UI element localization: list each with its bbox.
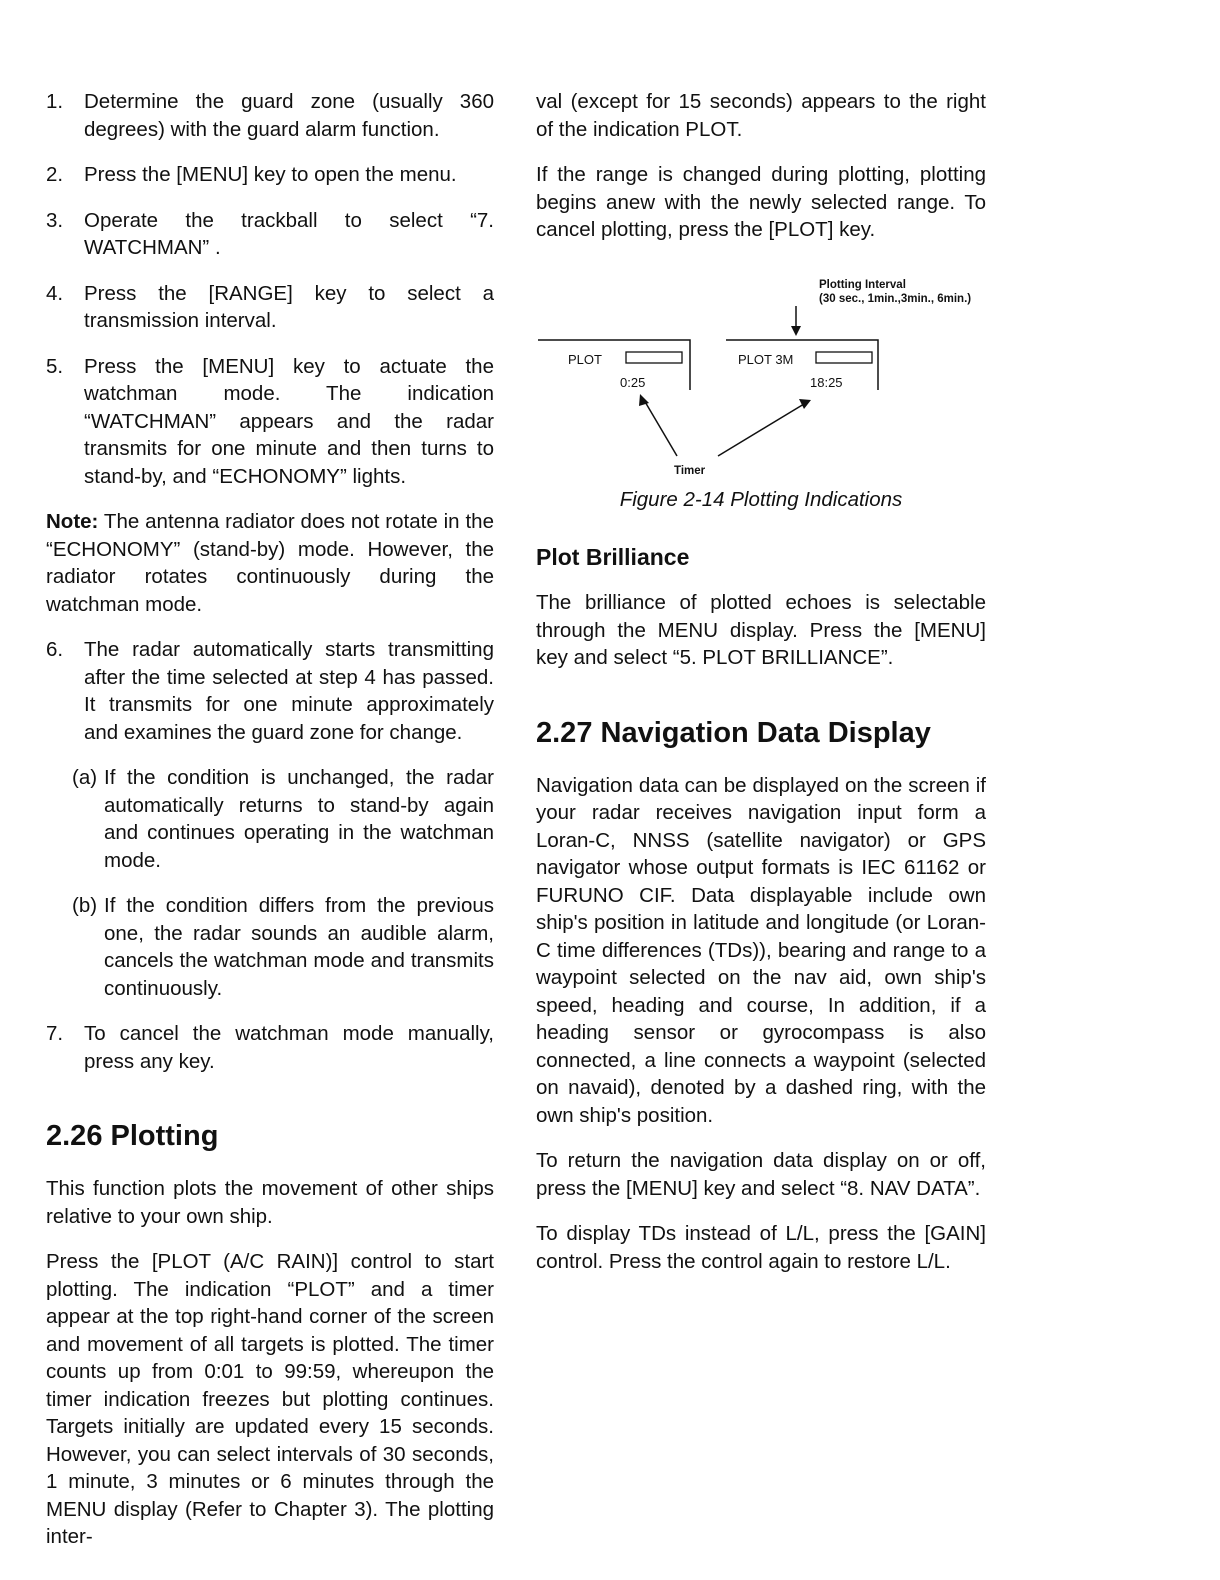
right-plot-box [816, 352, 872, 363]
note-paragraph [46, 508, 494, 618]
right-column [536, 88, 986, 1293]
step-number: 1. [46, 90, 64, 113]
substep-b [72, 892, 494, 1002]
step-number: 6. [46, 638, 64, 661]
substep-number: (b) [72, 894, 98, 917]
navigation-paragraph-3: To display TDs instead of L/L, press the [GAIN] control. Press the control again to restore L/L. [536, 1222, 986, 1273]
navigation-paragraph-1: Navigation data can be displayed on the screen if your radar receives navigation input form a Loran-C, NNSS (satellite navigator) or GPS navigator whose output formats is IEC 61162 or FURUNO CIF. Data displayable include own ship's position in latitude and longitude (or Loran-C time differences (TDs)), bearing and range to a waypoint selected on the nav aid, own ship's speed, heading and course, In addition, if a heading sensor or gyrocompass is also connected, a line connects a waypoint (selected on navaid), denoted by a dashed ring, with the own ship's position. [536, 773, 986, 1127]
subheading-plot-brilliance: Plot Brilliance [536, 544, 690, 570]
step-number: 5. [46, 354, 64, 378]
left-plot-box [626, 352, 682, 363]
left-display-frame [538, 340, 690, 390]
step-1 [46, 88, 494, 143]
step-number: 2. [46, 163, 64, 186]
step-text: Press the [MENU] key to actuate the watchman mode. The indication “WATCHMAN” appears and the radar transmits for one minute and then turns to stand-by, and “ECHONOMY” lights. [84, 354, 494, 488]
section-heading-navigation: 2.27 Navigation Data Display [536, 716, 931, 749]
step-text: Operate the trackball to select “7. WATCHMAN” . [84, 208, 494, 259]
step-text: Press the [RANGE] key to select a transmission interval. [84, 281, 494, 332]
timer-pointer-left [644, 400, 677, 456]
step-7 [46, 1020, 494, 1075]
left-column [46, 88, 494, 1569]
step-text: To cancel the watchman mode manually, press any key. [84, 1022, 494, 1073]
figure-caption: Figure 2-14 Plotting Indications [619, 487, 903, 511]
plotting-continued-paragraph: val (except for 15 seconds) appears to the right of the indication PLOT. [536, 90, 986, 141]
step-6 [46, 636, 494, 746]
timer-pointer-right-head [799, 399, 811, 409]
plotting-interval-label: Plotting Interval [819, 278, 906, 291]
step-5 [46, 353, 494, 491]
timer-pointer-right [718, 404, 804, 456]
right-plot-indication: PLOT 3M [738, 351, 794, 367]
plotting-instructions-paragraph: Press the [PLOT (A/C RAIN)] control to start plotting. The indication “PLOT” and a timer appear at the top right-hand corner of the screen and movement of all targets is plotted. The timer counts up from 0:01 to 99:59, whereupon the timer indication freezes but plotting continues. Targets initially are updated every 15 seconds. However, you can select intervals of 30 seconds, 1 minute, 3 minutes or 6 minutes through the MENU display (Refer to Chapter 3). The plotting inter- [46, 1250, 494, 1548]
substep-text: If the condition differs from the previous one, the radar sounds an audible alarm, cancels the watchman mode and transmits continuously. [104, 894, 494, 1000]
step-text: Determine the guard zone (usually 360 degrees) with the guard alarm function. [84, 90, 494, 141]
step-3 [46, 207, 494, 262]
plotting-intro-paragraph: This function plots the movement of other ships relative to your own ship. [46, 1177, 494, 1228]
timer-pointer-left-head [639, 394, 649, 406]
plotting-interval-values: (30 sec., 1min.,3min., 6min.) [819, 292, 972, 305]
step-number: 7. [46, 1022, 64, 1045]
navigation-paragraph-2: To return the navigation data display on or off, press the [MENU] key and select “8. NAV DATA”. [536, 1149, 986, 1200]
right-timer-value: 18:25 [810, 374, 843, 390]
substep-a [72, 764, 494, 874]
left-plot-indication: PLOT [568, 351, 602, 367]
section-heading-plotting: 2.26 Plotting [46, 1120, 219, 1152]
range-change-paragraph: If the range is changed during plotting, plotting begins anew with the newly selected range. To cancel plotting, press the [PLOT] key. [536, 163, 986, 241]
step-number: 4. [46, 281, 64, 305]
step-4 [46, 280, 494, 335]
step-number: 3. [46, 208, 64, 232]
left-timer-value: 0:25 [620, 374, 646, 390]
note-text: The antenna radiator does not rotate in the “ECHONOMY” (stand-by) mode. However, the radiator rotates continuously during the watchman mode. [46, 510, 494, 616]
interval-arrow-head [791, 326, 801, 336]
substep-text: If the condition is unchanged, the radar automatically returns to stand-by again and continues operating in the watchman mode. [104, 766, 494, 872]
note-label: Note: [46, 510, 99, 533]
timer-label: Timer [674, 464, 706, 477]
brilliance-paragraph: The brilliance of plotted echoes is selectable through the MENU display. Press the [MENU] key and select “5. PLOT BRILLIANCE”. [536, 591, 986, 669]
plotting-indications-diagram [536, 266, 986, 484]
plotting-indications-figure [536, 266, 986, 484]
step-text: The radar automatically starts transmitting after the time selected at step 4 has passed. It transmits for one minute approximately and examines the guard zone for change. [84, 638, 494, 744]
substep-number: (a) [72, 766, 98, 789]
step-2 [46, 161, 494, 189]
step-text: Press the [MENU] key to open the menu. [84, 163, 457, 186]
